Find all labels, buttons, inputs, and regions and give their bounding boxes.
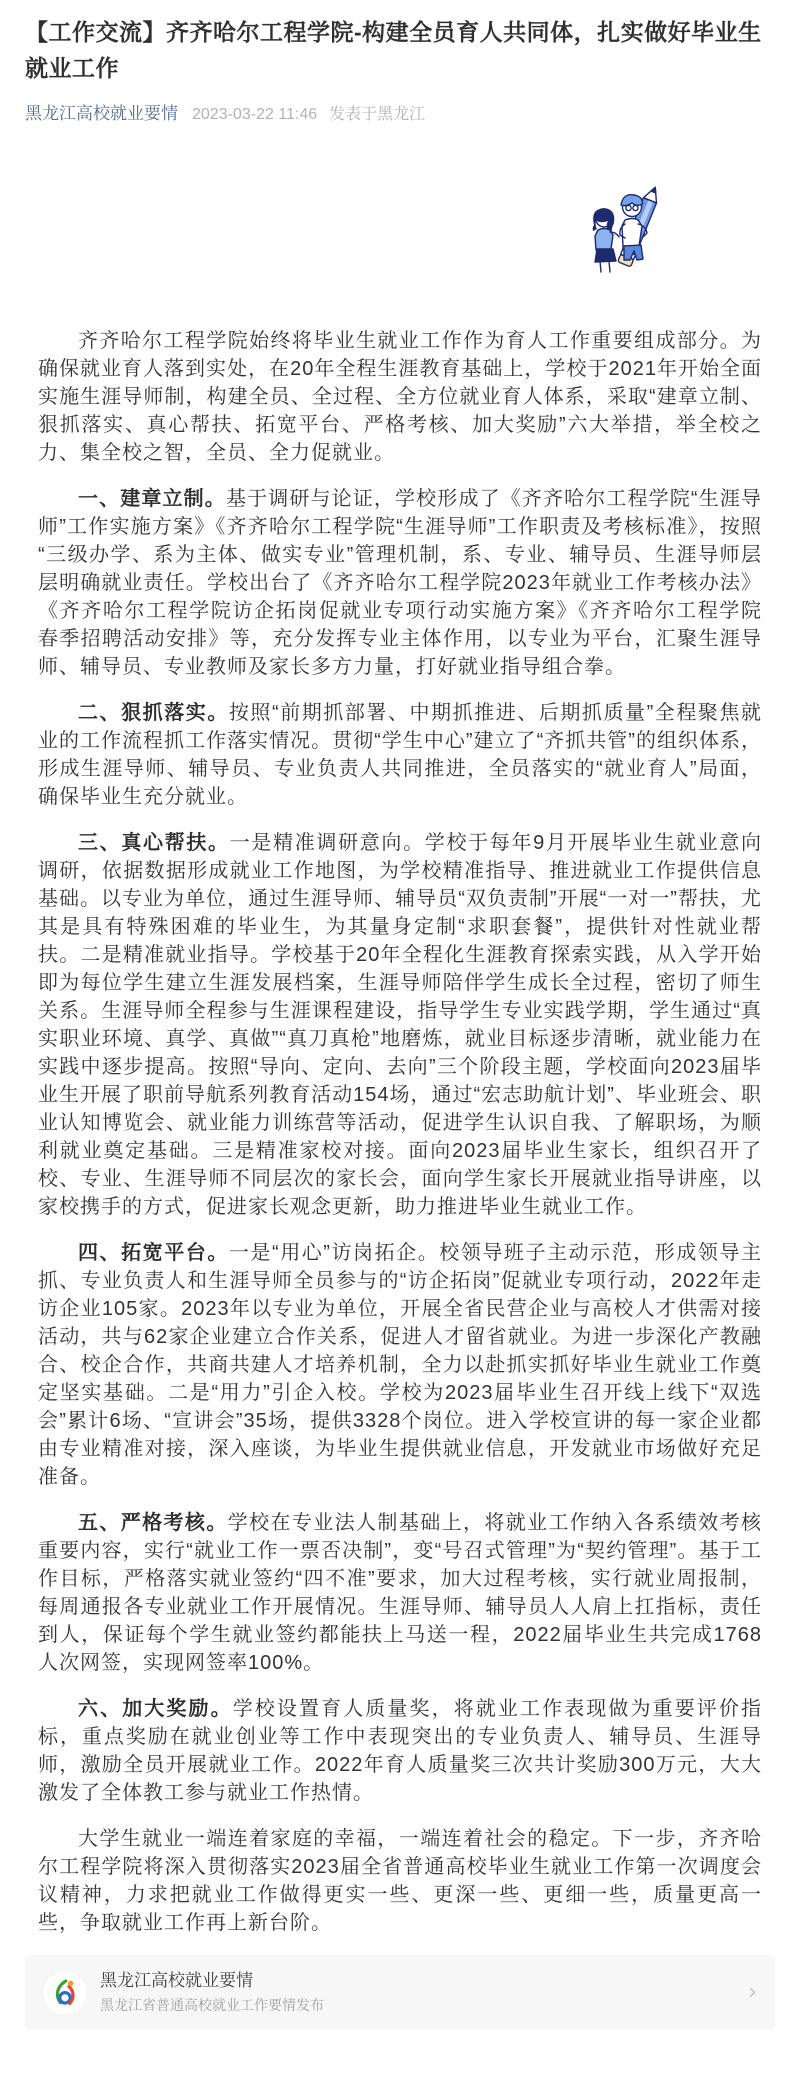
account-card-texts [100, 1970, 738, 2015]
article-body [25, 327, 775, 1937]
body-paragraph [38, 1825, 762, 1937]
account-logo [43, 1971, 87, 2015]
paragraph-text: 学校在专业法人制基础上，将就业工作纳入各系绩效考核重要内容，实行“就业工作一票否决制”，变“号召式管理”为“契约管理”。基于工作目标，严格落实就业签约“四不准”要求，加大过程考核，实行就业周报制，每周通报各专业就业工作开展情况。生涯导师、辅导员人人肩上扛指标，责任到人，保证每个学生就业签约都能扶上马送一程，2022届毕业生共完成1768人次网签，实现网签率100%。 [38, 1512, 763, 1674]
body-paragraph [38, 485, 762, 681]
paragraph-lead: 四、拓宽平台。 [78, 1242, 229, 1264]
body-paragraph [38, 1509, 762, 1677]
account-logo-icon [49, 1977, 81, 2009]
chevron-right-icon: › [748, 1979, 757, 2005]
paragraph-lead: 二、狠抓落实。 [78, 702, 229, 724]
students-with-pencil-illustration-icon [580, 180, 680, 280]
publish-location: 发表于黑龙江 [329, 106, 426, 123]
body-paragraph [38, 1239, 762, 1491]
paragraph-text: 基于调研与论证，学校形成了《齐齐哈尔工程学院“生涯导师”工作实施方案》《齐齐哈尔工程学院“生涯导师”工作职责及考核标准》，按照“三级办学、系为主体、做实专业”管理机制，系、专业、辅导员、生涯导师层层明确就业责任。学校出台了《齐齐哈尔工程学院2023年就业工作考核办法》《齐齐哈尔工程学院访企拓岗促就业专项行动实施方案》《齐齐哈尔工程学院春季招聘活动安排》等，充分发挥专业主体作用，以专业为平台，汇聚生涯导师、辅导员、专业教师及家长多方力量，打好就业指导组合拳。 [38, 488, 762, 678]
paragraph-text: 学校设置育人质量奖，将就业工作表现做为重要评价指标，重点奖励在就业创业等工作中表现突出的专业负责人、辅导员、生涯导师，激励全员开展就业工作。2022年育人质量奖三次共计奖励300万元，大大激发了全体教工参与就业工作热情。 [38, 1698, 763, 1804]
publish-time: 2023-03-22 11:46 [192, 106, 318, 123]
body-paragraph [38, 1695, 762, 1807]
body-paragraph [38, 327, 762, 467]
account-card-description: 黑龙江省普通高校就业工作要情发布 [100, 1997, 324, 2013]
paragraph-text: 大学生就业一端连着家庭的幸福，一端连着社会的稳定。下一步，齐齐哈尔工程学院将深入贯彻落实2023届全省普通高校毕业生就业工作第一次调度会议精神，力求把就业工作做得更实一些、更深一些、更细一些，质量更高一些，争取就业工作再上新台阶。 [38, 1828, 762, 1934]
paragraph-text: 一是精准调研意向。学校于每年9月开展毕业生就业意向调研，依据数据形成就业工作地图，为学校精准指导、推进就业工作提供信息基础。以专业为单位，通过生涯导师、辅导员“双负责制”开展“一对一”帮扶，尤其是具有特殊困难的毕业生，为其量身定制“求职套餐”，提供针对性就业帮扶。二是精准就业指导。学校基于20年全程化生涯教育探索实践，从入学开始即为每位学生建立生涯发展档案，生涯导师陪伴学生成长全过程，密切了师生关系。生涯导师全程参与生涯课程建设，指导学生专业实践学期，学生通过“真实职业环境、真学、真做”“真刀真枪”地磨炼，就业目标逐步清晰，就业能力在实践中逐步提高。按照“导向、定向、去向”三个阶段主题，学校面向2023届毕业生开展了职前导航系列教育活动154场，通过“宏志助航计划”、毕业班会、职业认知博览会、就业能力训练营等活动，促进学生认识自我、了解职场，为顺利就业奠定基础。三是精准家校对接。面向2023届毕业生家长，组织召开了校、专业、生涯导师不同层次的家长会，面向学生家长开展就业指导讲座，以家校携手的方式，促进家长观念更新，助力推进毕业生就业工作。 [38, 832, 763, 1218]
article-meta [25, 103, 775, 126]
paragraph-lead: 五、严格考核。 [78, 1512, 228, 1534]
page-title: 【工作交流】齐齐哈尔工程学院-构建全员育人共同体，扎实做好毕业生就业工作 [25, 19, 762, 81]
account-profile-card[interactable] [25, 1955, 775, 2030]
body-paragraph [38, 829, 762, 1221]
paragraph-text: 一是“用心”访岗拓企。校领导班子主动示范，形成领导主抓、专业负责人和生涯导师全员参与的“访企拓岗”促就业专项行动，2022年走访企业105家。2023年以专业为单位，开展全省民营企业与高校人才供需对接活动，共与62家企业建立合作关系，促进人才留省就业。为进一步深化产教融合、校企合作，共商共建人才培养机制，全力以赴抓实抓好毕业生就业工作奠定坚实基础。二是“用力”引企入校。学校为2023届毕业生召开线上线下“双选会”累计6场、“宣讲会”35场，提供3328个岗位。进入学校宣讲的每一家企业都由专业精准对接，深入座谈，为毕业生提供就业信息，开发就业市场做好充足准备。 [38, 1242, 763, 1488]
header-illustration-area [25, 180, 775, 280]
paragraph-lead: 一、建章立制。 [78, 488, 226, 510]
paragraph-lead: 六、加大奖励。 [78, 1698, 233, 1720]
paragraph-lead: 三、真心帮扶。 [78, 832, 230, 854]
account-name-link[interactable]: 黑龙江高校就业要情 [25, 104, 178, 123]
paragraph-text: 齐齐哈尔工程学院始终将毕业生就业工作作为育人工作重要组成部分。为确保就业育人落到实处，在20年全程生涯教育基础上，学校于2021年开始全面实施生涯导师制，构建全员、全过程、全方位就业育人体系，采取“建章立制、狠抓落实、真心帮扶、拓宽平台、严格考核、加大奖励”六大举措，举全校之力、集全校之智，全员、全力促就业。 [38, 330, 762, 464]
account-card-name: 黑龙江高校就业要情 [100, 1971, 253, 1990]
paragraph-text: 按照“前期抓部署、中期抓推进、后期抓质量”全程聚焦就业的工作流程抓工作落实情况。贯彻“学生中心”建立了“齐抓共管”的组织体系，形成生涯导师、辅导员、专业负责人共同推进，全员落实的“就业育人”局面，确保毕业生充分就业。 [38, 702, 763, 808]
body-paragraph [38, 699, 762, 811]
